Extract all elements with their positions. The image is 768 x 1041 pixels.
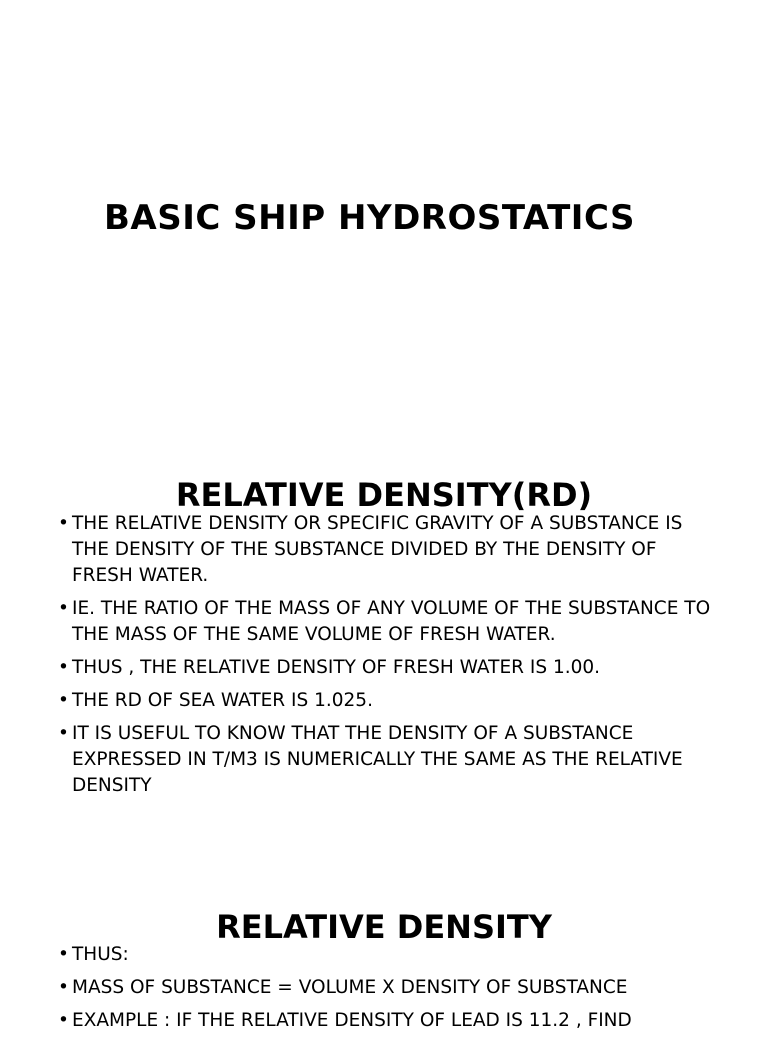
list-item [0, 721, 712, 799]
list-item [0, 688, 712, 714]
deck-title: BASIC SHIP HYDROSTATICS [104, 198, 636, 238]
list-item-text: EXAMPLE : IF THE RELATIVE DENSITY OF LEAD IS 11.2 , FIND [72, 1010, 632, 1031]
list-item-text: THE RELATIVE DENSITY OR SPECIFIC GRAVITY OF A SUBSTANCE IS THE DENSITY OF THE SUBSTANCE DIVIDED BY THE DENSITY OF FRESH WATER. [72, 513, 683, 586]
list-item [0, 511, 712, 589]
bullet-marker: • [58, 977, 69, 998]
list-item-text: THUS , THE RELATIVE DENSITY OF FRESH WATER IS 1.00. [72, 657, 601, 678]
bullet-marker: • [58, 690, 69, 711]
list-item-text: IE. THE RATIO OF THE MASS OF ANY VOLUME OF THE SUBSTANCE TO THE MASS OF THE SAME VOLUME OF FRESH WATER. [72, 598, 711, 645]
list-item [0, 1008, 712, 1034]
slide-title-relative-density: RELATIVE DENSITY [216, 908, 552, 946]
list-item [0, 596, 712, 648]
bullet-list-relative-density-rd [0, 511, 720, 806]
list-item-text: THUS: [72, 944, 129, 965]
list-item-text: MASS OF SUBSTANCE = VOLUME X DENSITY OF SUBSTANCE [72, 977, 628, 998]
bullet-marker: • [58, 657, 69, 678]
list-item [0, 655, 712, 681]
slide-title-relative-density-rd: RELATIVE DENSITY(RD) [175, 476, 593, 514]
bullet-marker: • [58, 598, 69, 619]
bullet-marker: • [58, 723, 69, 744]
list-item-text: IT IS USEFUL TO KNOW THAT THE DENSITY OF A SUBSTANCE EXPRESSED IN T/M3 IS NUMERICALLY THE SAME AS THE RELATIVE DENSITY [72, 723, 683, 796]
list-item [0, 975, 712, 1001]
bullet-marker: • [58, 513, 69, 534]
bullet-marker: • [58, 944, 69, 965]
bullet-list-relative-density [0, 942, 720, 1041]
list-item [0, 942, 712, 968]
bullet-marker: • [58, 1010, 69, 1031]
list-item-text: THE RD OF SEA WATER IS 1.025. [72, 690, 373, 711]
